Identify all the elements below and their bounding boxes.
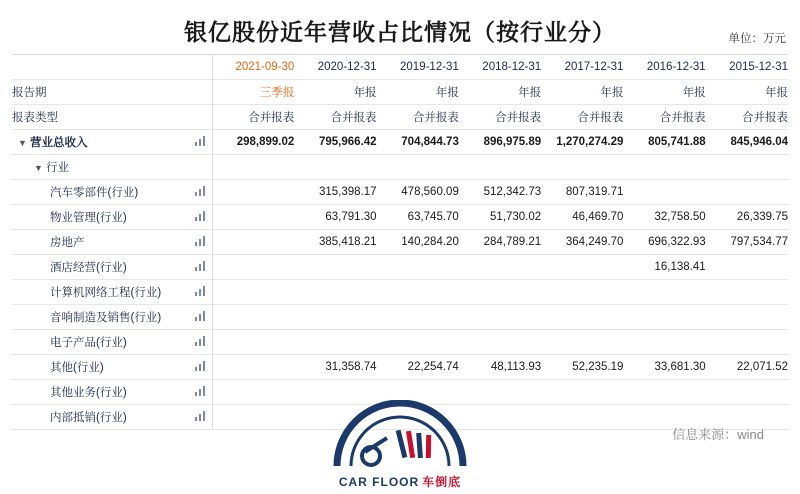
column-period-1: 年报 bbox=[294, 80, 376, 105]
cell-value bbox=[377, 155, 459, 180]
row-label[interactable] bbox=[12, 305, 190, 330]
column-date-3[interactable]: 2018-12-31 bbox=[459, 55, 541, 80]
table-row[interactable] bbox=[12, 130, 788, 155]
cell-value: 31,358.74 bbox=[294, 355, 376, 380]
cell-value bbox=[294, 305, 376, 330]
cell-value: 807,319.71 bbox=[541, 180, 623, 205]
cell-value bbox=[212, 155, 294, 180]
cell-value bbox=[623, 330, 705, 355]
car-floor-logo-icon bbox=[325, 400, 475, 472]
row-label-text: 行业 bbox=[46, 162, 69, 174]
cell-value bbox=[459, 155, 541, 180]
cell-value bbox=[541, 255, 623, 280]
table-row[interactable] bbox=[12, 280, 788, 305]
row-header-period: 报告期 bbox=[12, 80, 190, 105]
bar-chart-icon[interactable] bbox=[195, 186, 206, 196]
cell-value bbox=[294, 330, 376, 355]
row-label[interactable] bbox=[12, 155, 190, 180]
header-corner-cell bbox=[12, 55, 190, 80]
column-period-5: 年报 bbox=[623, 80, 705, 105]
row-label-text: 汽车零部件(行业) bbox=[50, 187, 139, 199]
cell-value: 704,844.73 bbox=[377, 130, 459, 155]
cell-value: 46,469.70 bbox=[541, 205, 623, 230]
cell-value bbox=[623, 155, 705, 180]
table-row[interactable] bbox=[12, 330, 788, 355]
cell-value bbox=[706, 255, 788, 280]
column-type-3: 合并报表 bbox=[459, 105, 541, 130]
source-note: 信息来源：wind bbox=[672, 427, 764, 442]
column-period-4: 年报 bbox=[541, 80, 623, 105]
bar-chart-icon[interactable] bbox=[195, 336, 206, 346]
row-label-text: 物业管理(行业) bbox=[50, 212, 127, 224]
table-row[interactable] bbox=[12, 230, 788, 255]
cell-value: 478,560.09 bbox=[377, 180, 459, 205]
cell-value bbox=[541, 280, 623, 305]
chevron-down-icon[interactable]: ▼ bbox=[34, 163, 43, 173]
row-chart-icon-cell bbox=[190, 155, 212, 180]
cell-value: 805,741.88 bbox=[623, 130, 705, 155]
header-corner-icon-cell bbox=[190, 55, 212, 80]
row-label-text: 音响制造及销售(行业) bbox=[50, 312, 162, 324]
row-chart-icon-cell[interactable] bbox=[190, 180, 212, 205]
row-chart-icon-cell[interactable] bbox=[190, 205, 212, 230]
cell-value: 63,745.70 bbox=[377, 205, 459, 230]
cell-value: 315,398.17 bbox=[294, 180, 376, 205]
cell-value bbox=[294, 255, 376, 280]
table-row[interactable] bbox=[12, 305, 788, 330]
financial-table bbox=[12, 55, 788, 430]
row-label-text: 营业总收入 bbox=[30, 137, 88, 149]
cell-value: 696,322.93 bbox=[623, 230, 705, 255]
row-label-text: 电子产品(行业) bbox=[50, 337, 127, 349]
logo-text-cn: 车倒底 bbox=[422, 475, 462, 489]
column-date-2[interactable]: 2019-12-31 bbox=[377, 55, 459, 80]
cell-value: 22,071.52 bbox=[706, 355, 788, 380]
cell-value: 512,342.73 bbox=[459, 180, 541, 205]
column-type-6: 合并报表 bbox=[706, 105, 788, 130]
row-label-text: 房地产 bbox=[50, 237, 85, 249]
cell-value: 16,138.41 bbox=[623, 255, 705, 280]
table-row[interactable] bbox=[12, 355, 788, 380]
header-row-dates bbox=[12, 55, 788, 80]
bar-chart-icon[interactable] bbox=[195, 311, 206, 321]
cell-value: 22,254.74 bbox=[377, 355, 459, 380]
cell-value bbox=[459, 305, 541, 330]
cell-value bbox=[377, 330, 459, 355]
table-row[interactable] bbox=[12, 180, 788, 205]
row-label[interactable] bbox=[12, 230, 190, 255]
header-row-report-type bbox=[12, 105, 788, 130]
row-label[interactable] bbox=[12, 280, 190, 305]
row-chart-icon-cell[interactable] bbox=[190, 280, 212, 305]
column-date-1[interactable]: 2020-12-31 bbox=[294, 55, 376, 80]
table-row[interactable] bbox=[12, 155, 788, 180]
cell-value bbox=[541, 305, 623, 330]
cell-value bbox=[212, 205, 294, 230]
row-label[interactable] bbox=[12, 255, 190, 280]
column-date-4[interactable]: 2017-12-31 bbox=[541, 55, 623, 80]
cell-value: 385,418.21 bbox=[294, 230, 376, 255]
column-date-0[interactable]: 2021-09-30 bbox=[212, 55, 294, 80]
header-row-period bbox=[12, 80, 788, 105]
cell-value bbox=[212, 305, 294, 330]
cell-value bbox=[706, 305, 788, 330]
logo-text bbox=[320, 473, 480, 490]
cell-value: 51,730.02 bbox=[459, 205, 541, 230]
row-header-period-icon-cell bbox=[190, 80, 212, 105]
cell-value bbox=[623, 280, 705, 305]
row-label[interactable] bbox=[12, 180, 190, 205]
cell-value bbox=[459, 255, 541, 280]
cell-value bbox=[294, 155, 376, 180]
cell-value bbox=[212, 180, 294, 205]
cell-value: 52,235.19 bbox=[541, 355, 623, 380]
bar-chart-icon[interactable] bbox=[195, 386, 206, 396]
column-type-5: 合并报表 bbox=[623, 105, 705, 130]
column-type-2: 合并报表 bbox=[377, 105, 459, 130]
cell-value bbox=[212, 230, 294, 255]
row-label-text: 计算机网络工程(行业) bbox=[50, 287, 162, 299]
table-row[interactable] bbox=[12, 205, 788, 230]
row-label[interactable] bbox=[12, 330, 190, 355]
cell-value: 795,966.42 bbox=[294, 130, 376, 155]
cell-value: 284,789.21 bbox=[459, 230, 541, 255]
financial-table-wrap bbox=[12, 54, 788, 430]
row-label-text: 其他业务(行业) bbox=[50, 387, 127, 399]
row-label-text: 其他(行业) bbox=[50, 362, 104, 374]
row-chart-icon-cell[interactable] bbox=[190, 305, 212, 330]
bar-chart-icon[interactable] bbox=[195, 361, 206, 371]
row-chart-icon-cell[interactable] bbox=[190, 255, 212, 280]
row-label[interactable] bbox=[12, 355, 190, 380]
cell-value bbox=[541, 330, 623, 355]
cell-value: 63,791.30 bbox=[294, 205, 376, 230]
cell-value: 1,270,274.29 bbox=[541, 130, 623, 155]
row-header-type-icon-cell bbox=[190, 105, 212, 130]
row-label-text: 酒店经营(行业) bbox=[50, 262, 127, 274]
column-date-5[interactable]: 2016-12-31 bbox=[623, 55, 705, 80]
row-header-report-type: 报表类型 bbox=[12, 105, 190, 130]
row-label[interactable] bbox=[12, 130, 190, 155]
column-date-6[interactable]: 2015-12-31 bbox=[706, 55, 788, 80]
bar-chart-icon[interactable] bbox=[195, 261, 206, 271]
table-body bbox=[12, 130, 788, 430]
chevron-down-icon[interactable]: ▼ bbox=[18, 138, 27, 148]
cell-value bbox=[377, 255, 459, 280]
column-type-1: 合并报表 bbox=[294, 105, 376, 130]
table-row[interactable] bbox=[12, 255, 788, 280]
cell-value bbox=[212, 280, 294, 305]
cell-value bbox=[459, 330, 541, 355]
column-period-3: 年报 bbox=[459, 80, 541, 105]
cell-value bbox=[294, 280, 376, 305]
cell-value bbox=[706, 180, 788, 205]
cell-value bbox=[623, 305, 705, 330]
cell-value bbox=[212, 355, 294, 380]
cell-value: 32,758.50 bbox=[623, 205, 705, 230]
row-chart-icon-cell[interactable] bbox=[190, 330, 212, 355]
column-type-0: 合并报表 bbox=[212, 105, 294, 130]
cell-value: 896,975.89 bbox=[459, 130, 541, 155]
cell-value: 48,113.93 bbox=[459, 355, 541, 380]
column-period-6: 年报 bbox=[706, 80, 788, 105]
cell-value bbox=[541, 155, 623, 180]
cell-value: 33,681.30 bbox=[623, 355, 705, 380]
footer bbox=[0, 398, 800, 494]
cell-value: 298,899.02 bbox=[212, 130, 294, 155]
bar-chart-icon[interactable] bbox=[195, 136, 206, 146]
table-header bbox=[12, 55, 788, 130]
cell-value bbox=[706, 155, 788, 180]
logo bbox=[320, 400, 480, 490]
row-chart-icon-cell[interactable] bbox=[190, 130, 212, 155]
cell-value: 845,946.04 bbox=[706, 130, 788, 155]
bar-chart-icon[interactable] bbox=[195, 211, 206, 221]
cell-value: 140,284.20 bbox=[377, 230, 459, 255]
cell-value bbox=[212, 330, 294, 355]
cell-value: 26,339.75 bbox=[706, 205, 788, 230]
bar-chart-icon[interactable] bbox=[195, 286, 206, 296]
title-bar bbox=[0, 0, 800, 54]
column-period-0: 三季报 bbox=[212, 80, 294, 105]
row-label[interactable] bbox=[12, 205, 190, 230]
page-title: 银亿股份近年营收占比情况（按行业分） bbox=[184, 18, 616, 45]
cell-value bbox=[706, 330, 788, 355]
logo-text-en: CAR FLOOR bbox=[338, 475, 420, 489]
cell-value bbox=[706, 280, 788, 305]
bar-chart-icon[interactable] bbox=[195, 236, 206, 246]
cell-value bbox=[459, 280, 541, 305]
cell-value: 797,534.77 bbox=[706, 230, 788, 255]
cell-value bbox=[377, 305, 459, 330]
cell-value bbox=[212, 255, 294, 280]
cell-value bbox=[623, 180, 705, 205]
row-chart-icon-cell[interactable] bbox=[190, 230, 212, 255]
row-label-text: 内部抵销(行业) bbox=[50, 412, 127, 424]
cell-value bbox=[377, 280, 459, 305]
column-type-4: 合并报表 bbox=[541, 105, 623, 130]
cell-value: 364,249.70 bbox=[541, 230, 623, 255]
row-chart-icon-cell[interactable] bbox=[190, 355, 212, 380]
column-period-2: 年报 bbox=[377, 80, 459, 105]
unit-note: 单位：万元 bbox=[728, 33, 786, 45]
